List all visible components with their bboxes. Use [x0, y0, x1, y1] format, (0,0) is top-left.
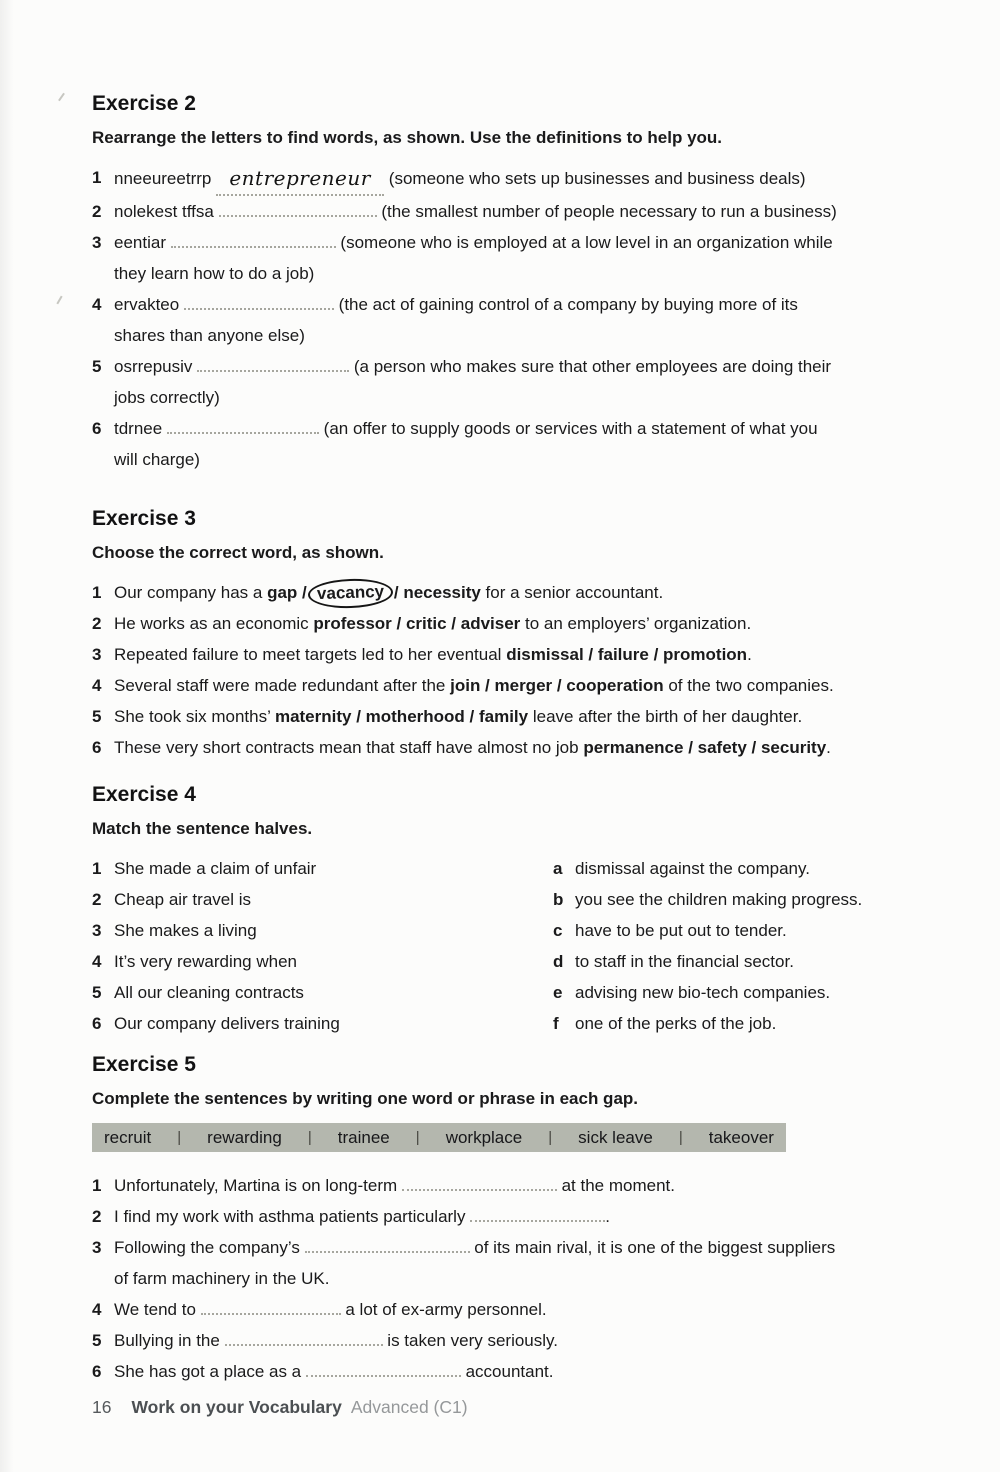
- scrambled-letters: tdrnee: [114, 419, 167, 438]
- sentence-text: Bullying in the: [114, 1331, 225, 1350]
- word-bank: [92, 1123, 786, 1152]
- sentence-text: .: [605, 1207, 610, 1226]
- item-number: 6: [92, 738, 102, 757]
- item-body: [114, 289, 915, 351]
- exercise-3-item: [92, 732, 915, 763]
- word-bank-divider: |: [307, 1129, 312, 1146]
- item-body: [114, 162, 915, 196]
- match-number: 4: [92, 952, 102, 971]
- scrambled-letters: eentiar: [114, 233, 171, 252]
- word-bank-divider: |: [415, 1129, 420, 1146]
- sentence-text: of its main rival, it is one of the biggest suppliers: [469, 1238, 836, 1257]
- match-letter: f: [553, 1014, 559, 1033]
- definition-text: (the act of gaining control of a company by buying more of its: [333, 295, 798, 314]
- sentence-text: These very short contracts mean that staff have almost no job: [114, 738, 584, 757]
- match-right-item: advising new bio-tech companies.: [575, 983, 831, 1002]
- definition-text: (someone who is employed at a low level in an organization while: [335, 233, 833, 252]
- match-number: 1: [92, 859, 102, 878]
- answer-gap-line: [216, 162, 384, 196]
- word-bank-item: rewarding: [207, 1127, 282, 1147]
- match-letter: c: [553, 921, 563, 940]
- exercise-3-title: Exercise 3: [92, 507, 196, 530]
- answer-gap-line: [306, 1362, 461, 1377]
- choice-options: professor / critic / adviser: [313, 614, 521, 633]
- answer-gap-line: [219, 202, 377, 217]
- sentence-text: leave after the birth of her daughter.: [528, 707, 803, 726]
- exercise-3-item: [92, 639, 915, 670]
- item-number: 2: [92, 202, 102, 221]
- item-number: 5: [92, 357, 102, 376]
- exercise-2-title: Exercise 2: [92, 92, 196, 115]
- answer-gap-line: [225, 1331, 383, 1346]
- item-body: [114, 351, 915, 413]
- match-right-item: to staff in the financial sector.: [575, 952, 794, 971]
- definition-text: (someone who sets up businesses and business deals): [384, 169, 806, 188]
- match-letter: a: [553, 859, 563, 878]
- item-body: [114, 608, 915, 639]
- choice-options: / necessity: [393, 583, 481, 602]
- item-number: 2: [92, 1207, 102, 1226]
- match-right-item: one of the perks of the job.: [575, 1014, 777, 1033]
- handwritten-answer: entrepreneur: [229, 166, 371, 190]
- choice-options: vacancy: [316, 581, 385, 604]
- definition-text: (the smallest number of people necessary to run a business): [376, 202, 837, 221]
- sentence-text: Unfortunately, Martina is on long-term: [114, 1176, 402, 1195]
- item-body: [114, 1356, 915, 1387]
- item-number: 6: [92, 1362, 102, 1381]
- match-right-item: you see the children making progress.: [575, 890, 863, 909]
- definition-text: jobs correctly): [114, 388, 220, 407]
- item-number: 1: [92, 583, 102, 602]
- sentence-text: I find my work with asthma patients particularly: [114, 1207, 471, 1226]
- item-number: 6: [92, 419, 102, 438]
- match-letter: d: [553, 952, 564, 971]
- scrambled-letters: nneeureetrrp: [114, 169, 217, 188]
- item-body: [114, 227, 915, 289]
- word-bank-item: workplace: [445, 1127, 523, 1147]
- sentence-text: Our company has a: [114, 583, 268, 602]
- choice-options: permanence / safety / security: [583, 738, 827, 757]
- word-bank-item: takeover: [708, 1127, 774, 1147]
- definition-text: they learn how to do a job): [114, 264, 315, 283]
- item-number: 4: [92, 676, 102, 695]
- item-number: 2: [92, 614, 102, 633]
- answer-gap-line: [197, 357, 349, 372]
- exercise-5-item: [92, 1325, 915, 1356]
- exercise-3-items: [92, 577, 915, 763]
- exercise-5-section: [92, 1053, 915, 1387]
- sentence-text: for a senior accountant.: [480, 583, 664, 602]
- page-content: [92, 0, 915, 1387]
- sentence-text: of farm machinery in the UK.: [114, 1269, 330, 1288]
- exercise-3-item: [92, 670, 915, 701]
- answer-gap-line: [184, 295, 334, 310]
- exercise-4-title: Exercise 4: [92, 783, 196, 806]
- item-number: 4: [92, 295, 102, 314]
- sentence-text: .: [747, 645, 752, 664]
- book-title: Work on your Vocabulary: [131, 1397, 342, 1417]
- definition-text: shares than anyone else): [114, 326, 305, 345]
- word-bank-item: recruit: [104, 1127, 152, 1147]
- match-left-item: All our cleaning contracts: [114, 983, 304, 1002]
- item-number: 5: [92, 1331, 102, 1350]
- match-left-item: Cheap air travel is: [114, 890, 252, 909]
- exercise-2-item: [92, 413, 915, 475]
- exercise-5-title: Exercise 5: [92, 1053, 196, 1076]
- exercise-2-items: [92, 162, 915, 475]
- exercise-2-item: [92, 351, 915, 413]
- sentence-text: She has got a place as a: [114, 1362, 306, 1381]
- exercise-5-item: [92, 1201, 915, 1232]
- exercise-2-item: [92, 162, 915, 196]
- exercise-5-item: [92, 1232, 915, 1294]
- match-number: 3: [92, 921, 102, 940]
- sentence-text: Several staff were made redundant after the: [114, 676, 451, 695]
- answer-gap-line: [201, 1300, 341, 1315]
- circled-answer: [307, 578, 393, 610]
- sentence-text: a lot of ex-army personnel.: [340, 1300, 547, 1319]
- choice-options: maternity / motherhood / family: [274, 707, 529, 726]
- match-left-item: She made a claim of unfair: [114, 859, 317, 878]
- sentence-text: Following the company’s: [114, 1238, 305, 1257]
- word-bank-divider: |: [548, 1129, 553, 1146]
- match-left-item: Our company delivers training: [114, 1014, 340, 1033]
- item-number: 1: [92, 1176, 102, 1195]
- item-body: [114, 1170, 915, 1201]
- item-body: [114, 1325, 915, 1356]
- exercise-3-item: [92, 577, 915, 608]
- answer-gap-line: [402, 1176, 557, 1191]
- item-body: [114, 732, 915, 763]
- exercise-5-instructions: Complete the sentences by writing one word or phrase in each gap.: [92, 1089, 639, 1108]
- item-number: 5: [92, 707, 102, 726]
- item-body: [114, 701, 915, 732]
- exercise-3-section: [92, 507, 915, 763]
- exercise-5-item: [92, 1294, 915, 1325]
- exercise-4-instructions: Match the sentence halves.: [92, 819, 313, 838]
- exercise-2-instructions: Rearrange the letters to find words, as shown. Use the definitions to help you.: [92, 128, 723, 147]
- sentence-text: We tend to: [114, 1300, 201, 1319]
- sentence-text: accountant.: [460, 1362, 554, 1381]
- item-body: [114, 639, 915, 670]
- choice-options: join / merger / cooperation: [450, 676, 664, 695]
- item-body: [114, 577, 915, 608]
- sentence-text: She took six months’: [114, 707, 275, 726]
- exercise-2-item: [92, 196, 915, 227]
- exercise-3-item: [92, 608, 915, 639]
- scan-artifact: [56, 296, 62, 305]
- item-number: 4: [92, 1300, 102, 1319]
- definition-text: will charge): [114, 450, 200, 469]
- exercise-4-match-grid: [92, 853, 915, 1039]
- exercise-5-item: [92, 1356, 915, 1387]
- page-number: 16: [92, 1397, 112, 1417]
- scan-artifact: [58, 93, 65, 102]
- word-bank-item: sick leave: [578, 1127, 653, 1147]
- exercise-2-section: [92, 92, 915, 475]
- book-level: Advanced (C1): [350, 1397, 468, 1417]
- exercise-5-items: [92, 1170, 915, 1387]
- sentence-text: to an employers’ organization.: [520, 614, 752, 633]
- scrambled-letters: nolekest tffsa: [114, 202, 219, 221]
- item-body: [114, 413, 915, 475]
- match-letter: b: [553, 890, 564, 909]
- scrambled-letters: osrrepusiv: [114, 357, 198, 376]
- item-body: [114, 1232, 915, 1294]
- exercise-3-instructions: Choose the correct word, as shown.: [92, 543, 384, 562]
- answer-gap-line: [305, 1238, 470, 1253]
- definition-text: (a person who makes sure that other employees are doing their: [349, 357, 832, 376]
- word-bank-item: trainee: [337, 1127, 390, 1147]
- scrambled-letters: ervakteo: [114, 295, 184, 314]
- match-number: 5: [92, 983, 102, 1002]
- choice-options: gap /: [267, 583, 307, 602]
- word-bank-divider: |: [177, 1129, 182, 1146]
- match-number: 6: [92, 1014, 102, 1033]
- page-footer: [92, 1396, 468, 1418]
- item-body: [114, 1201, 915, 1232]
- sentence-text: of the two companies.: [663, 676, 834, 695]
- sentence-text: He works as an economic: [114, 614, 314, 633]
- answer-gap-line: [167, 419, 319, 434]
- item-body: [114, 1294, 915, 1325]
- answer-gap-line: [171, 233, 336, 248]
- exercise-4-section: [92, 783, 915, 1039]
- sentence-text: is taken very seriously.: [382, 1331, 558, 1350]
- definition-text: (an offer to supply goods or services with a statement of what you: [318, 419, 818, 438]
- exercise-5-item: [92, 1170, 915, 1201]
- sentence-text: Repeated failure to meet targets led to her eventual: [114, 645, 507, 664]
- sentence-text: at the moment.: [556, 1176, 675, 1195]
- word-bank-divider: |: [678, 1129, 683, 1146]
- match-letter: e: [553, 983, 563, 1002]
- item-number: 3: [92, 233, 102, 252]
- sentence-text: .: [826, 738, 831, 757]
- exercise-2-item: [92, 289, 915, 351]
- match-left-item: She makes a living: [114, 921, 257, 940]
- match-right-item: dismissal against the company.: [575, 859, 810, 878]
- match-left-item: It’s very rewarding when: [114, 952, 297, 971]
- exercise-2-item: [92, 227, 915, 289]
- item-body: [114, 670, 915, 701]
- item-body: [114, 196, 915, 227]
- match-right-item: have to be put out to tender.: [575, 921, 787, 940]
- item-number: 1: [92, 168, 102, 187]
- answer-gap-line: [470, 1207, 605, 1222]
- item-number: 3: [92, 1238, 102, 1257]
- choice-options: dismissal / failure / promotion: [506, 645, 748, 664]
- exercise-3-item: [92, 701, 915, 732]
- item-number: 3: [92, 645, 102, 664]
- match-number: 2: [92, 890, 102, 909]
